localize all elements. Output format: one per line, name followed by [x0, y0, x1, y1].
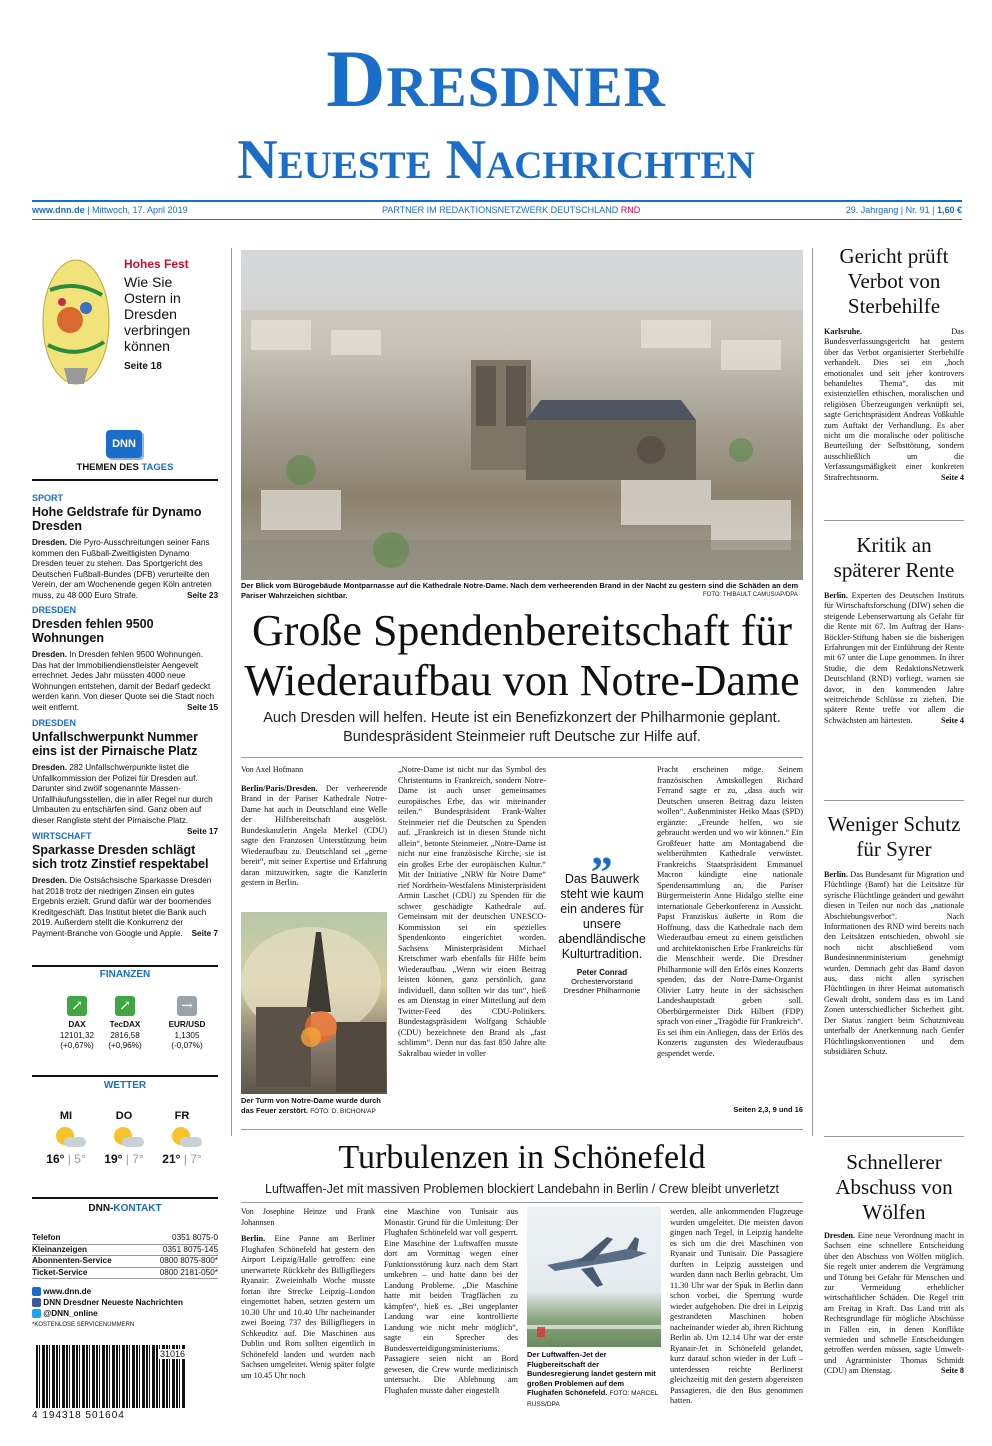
globe-icon	[32, 1287, 41, 1296]
news-item[interactable]: WIRTSCHAFT Sparkasse Dresden schlägt sich trotz Zinstief respektabel Dresden. Die Ostsächsische Sparkasse Dresden hat 2018 trotz der niedrigen Zinsen ein gutes Ergebnis erzielt. Grund dafür war der boomendes Kreditgeschäft. Das Institut bietet die Bank auch 2019. Außerdem stellt die Konkurrenz der Payment-Branche von Google und Apple. Seite 7	[32, 831, 218, 938]
main-photo-caption: Der Blick vom Bürogebäude Montparnasse auf die Kathedrale Notre-Dame. Nach dem verheerenden Brand in der Nacht zu gestern sind die Schäden an dem Pariser Wahrzeichen sichtbar.	[241, 581, 799, 600]
twitter-icon	[32, 1309, 41, 1318]
teaser-page: Seite 18	[124, 361, 162, 372]
right-article[interactable]: Weniger Schutz für Syrer Berlin. Das Bundesamt für Migration und Flüchtlinge (Bamf) hat die Leitsätze für syrische Flüchtlinge geändert und gewährt diesen in Teilen nur noch das „nationale Abschiebungsverbot“. Nach Informationen des RND wird bereits nach den Leitsätzen entschieden, obwohl sie noch nicht abschließend vom Bundesinnenministerium genehmigt wurden. Demnach geht das Bamf davon aus, dass nicht allen syrischen Flüchtlingen in ihrer Heimat automatisch Gewalt droht, sondern dass es im Land Zonen unterschiedlicher Sicherheit gibt. Der Status rangiert beim Schutzniveau unterhalb der Anerkennung nach Genfer Flüchtlingskonventionen und dem subsidiären Schutz.	[824, 812, 964, 1056]
wetter-heading: WETTER	[103, 1080, 147, 1091]
kontakt-twitter[interactable]: @DNN_online	[32, 1309, 98, 1320]
weather-day: FR 21° | 7°	[156, 1110, 208, 1166]
stock-dax: ↗ DAX 12101,32 (+0,67%)	[59, 998, 95, 1051]
second-subhead: Luftwaffen-Jet mit massiven Problemen blockiert Landebahn in Berlin / Crew bleibt unverletzt	[265, 1182, 779, 1196]
stock-eurusd: → EUR/USD 1,1305 (-0,07%)	[168, 998, 206, 1051]
wetter-rule	[32, 1075, 218, 1077]
weather-forecast	[32, 1110, 218, 1180]
main-column-2: „Notre-Dame ist nicht nur das Symbol des Christentums in Frankreich, sondern Notre-Dame ist auch unser gemeinsames europäisches Erbe, das wir miteinander teilen.“ Bundespräsident Frank-Walter Steinmeier rief die Deutschen zu Spenden auf. „Frankreich ist in diesen Stunde nicht allein“, betonte Steinmeier. „Notre-Dame ist nicht nur eine französische Kirche, sie ist ein großes Erbe der europäischen Kultur.“ Mit der Initiative „NRW für Notre Dame“ rief Nordrhein-Westfalens Ministerpräsident Armin Laschet (CDU) zu Spenden für die schwer geschädigte Kathedrale auf. Gemeinsam mit der deutschen UNESCO-Kommission sei ein spezielles Spendenkonto eingerichtet worden. Sachsens Ministerpräsident Michael Kretschmer warb ebenfalls für Hilfe beim Wiederaufbau. „Wenn wir einen Beitrag leisten können, ganz persönlich, ganz individuell, dann sollten wir das tun“, hieß es am Dienstag in einer Mitteilung auf dem Twitter-Feed des CDU-Politikers. Bundestagspräsident Wolfgang Schäuble (CDU) bezeichnete den Brand als „fast schlimm“. Denn nur das fast 850 Jahre alte Sakralbau wieder in voller	[398, 765, 546, 1058]
pull-quote: „ Das Bauwerk steht wie kaum ein anderes für unsere abendländische Kulturtradition. Peter Conrad Orchestervorstand Dresdner Philharmonie	[556, 830, 648, 995]
kontakt-heading: DNN-KONTAKT	[88, 1203, 162, 1214]
main-column-4: Pracht erscheinen möge. Seinem französischen Amtskollegen Richard Ferrand sagte er zu, „dass auch wir Deutschen unseren Beitrag dazu leisten wollen“. Außenminister Heiko Maas (SPD) ergänzte: „Freunde helfen, wo sie gebraucht werden und wo wir können.“ Ein Großfeuer hatte am Montagabend die weltberühmten Kathedrale verwüstet. Frankreichs Staatspräsident Emmanuel Macron kündigte eine nationale Spendensammlung an, die Pariser Bürgermeisterin Anne Hidalgo stellte eine internationale Geberkonferenz in Aussicht. Papst Franziskus äußerte in Rom die Hoffnung, dass die Kathedrale nach dem Wiederaufbau erneut zu einem geistlichen und architektonischen Erbe Frankreichs für die Menschheit werde. Die Dresdner Philharmonie will den Erlös eines Konzerts spenden, das der Notre-Dame-Organist Olivier Latry heute in der sächsischen Landeshauptstadt geben soll. Oberbürgermeister Dirk Hilbert (FDP) sprach von einer „Tragödie für Frankreich“. Es sei ihm ein Anliegen, dass der Erlös des Konzerts zugunsten des Wiederaufbaus gespendet werde.	[657, 765, 803, 1058]
news-item[interactable]: DRESDEN Unfallschwerpunkt Nummer eins ist der Pirnaische Platz Dresden. 282 Unfallschwerpunkte listet die Unfallkommission der Polizei für Dresden auf. Darunter sind zwölf sogenannte Massen-Unfallhäufungsstellen, die in aller Regel nur durch Umbauten zu entschärfen sind. Ganz oben auf dieser Rangliste steht der Pirnaische Platz. Seite 17	[32, 718, 218, 836]
kontakt-web[interactable]: www.dnn.de	[32, 1287, 91, 1298]
finanzen-rule	[32, 965, 218, 967]
flat-arrow-icon: →	[177, 996, 197, 1016]
teaser-text[interactable]: Wie Sie Ostern in Dresden verbringen können	[124, 274, 191, 354]
masthead-subtitle: Neueste Nachrichten	[237, 129, 755, 191]
barcode-number: 4 194318 501604	[32, 1410, 125, 1421]
easter-egg-image	[40, 250, 112, 390]
second-headline[interactable]: Turbulenzen in Schönefeld	[338, 1139, 706, 1176]
second-column-4: werden, alle ankommenden Flugzeuge wurden umgeleitet. Die meisten davon gingen nach Tegel, in Leipzig handelte es sich um die drei Maschinen von Ryanair und Tunisair. Die Passagiere durften in Leipzig aussteigen und wurden dann nach Berlin gebracht. Um 11.30 Uhr war der Spuk in Berlin dann schon vorbei, die Sperrung wurde wieder aufgehoben. Die drei in Leipzig gestrandeten Maschinen hoben nacheinander wieder ab, ihren Richtung Berlin ab. Um 12.14 Uhr war der erste Ryanair-Jet in Schönefeld gelandet, kurz darauf schon wieder in der Luft – unterdessen reichte Berlinerst gleichzeitig mit den gestern abgereisten Passagieren, die den Bus genommen hatten.	[670, 1207, 803, 1405]
main-headline[interactable]: Große Spendenbereitschaft für Wiederaufbau von Notre-Dame	[244, 606, 800, 705]
masthead-title: Dresdner	[326, 33, 666, 124]
news-item[interactable]: SPORT Hohe Geldstrafe für Dynamo Dresden Dresden. Die Pyro-Ausschreitungen seiner Fans kommen den Fußball-Zweitligisten Dynamo Dresden teuer zu stehen. Das Sportgericht des Deutschen Fußball-Bundes (DFB) verurteilte den Verein, der am Wochenende gegen Köln antreten muss, zu 48 000 Euro Strafe. Seite 23	[32, 493, 218, 600]
main-photo-credit: FOTO: THIBAULT CAMUS/AP/DPA	[703, 592, 798, 598]
info-bar	[32, 205, 962, 219]
themen-rule	[32, 479, 218, 481]
kontakt-note: *KOSTENLOSE SERVICENUMMERN	[32, 1322, 135, 1328]
notre-dame-photo	[241, 250, 803, 580]
stock-tecdax: ↗ TecDAX 2816,58 (+0,96%)	[108, 998, 142, 1051]
dnn-logo: DNN	[106, 430, 142, 458]
issue-date: | Mittwoch, 17. April 2019	[87, 205, 188, 215]
finanzen-heading: FINANZEN	[99, 969, 151, 980]
masthead-rule	[32, 200, 962, 202]
jet-photo-caption: Der Luftwaffen-Jet der Flugbereitschaft der Bundesregierung landet gestern mit großen Problemen auf dem Flughafen Schönefeld. FOTO: MARCEL RUSS/DPA	[527, 1350, 658, 1408]
right-article[interactable]: Schnellerer Abschuss von Wölfen Dresden. Eine neue Verordnung macht in Sachsen eine schnellere Entscheidung über den Abschuss von Wölfen möglich. Sie regelt unter anderem die Vergrämung und Tötung bei Gefahr für Menschen und zur Vermeidung erheblicher wirtschaftlicher Schäden. Die Regel tritt am Freitag in Kraft. Das Land tritt als Rechtsgrundlage für mögliche Abschüsse in Fällen ein, in denen Konflikte vermieden und schnelle Entscheidungen getroffen werden müssen, sagte Umwelt- und Agrarminister Thomas Schmidt (CDU) am Dienstag. Seite 8	[824, 1150, 965, 1376]
right-article[interactable]: Gericht prüft Verbot von Sterbehilfe Karlsruhe. Das Bundesverfassungsgericht hat gestern über das Verbot organisierter Sterbehilfe verhandelt. Dies sei ein „hoch emotionales und seit jeher kontrovers behandeltes Thema“, das mit existenziellen ethischen, moralischen und religiösen Überzeugungen verknüpft sei, sagte Gerichtspräsident Andreas Voßkuhle zum Auftakt der Verhandlung. Es aber nicht um die moralische oder politische Beurteilung der Selbsttötung, sondern ausschließlich um die Verfassungsmäßigkeit einer konkreten Strafrechtsnorm. Seite 4	[824, 244, 964, 482]
issue-info: 29. Jahrgang | Nr. 91 | 1,60 €	[845, 205, 962, 215]
sun-cloud-icon	[98, 1125, 150, 1149]
fire-photo-caption: Der Turm von Notre-Dame wurde durch das Feuer zerstört. FOTO: D. BICHON/AP	[241, 1096, 381, 1115]
main-rule	[241, 757, 803, 758]
themen-heading: THEMEN DES TAGES	[76, 462, 174, 473]
main-pages[interactable]: Seiten 2,3, 9 und 16	[733, 1105, 803, 1114]
column-divider-left	[231, 248, 232, 1136]
second-rule	[241, 1202, 803, 1203]
partner-note: PARTNER IM REDAKTIONSNETZWERK DEUTSCHLAND RND	[382, 205, 641, 215]
main-subhead: Auch Dresden will helfen. Heute ist ein Benefizkonzert der Philharmonie geplant. Bundespräsident Steinmeier ruft Deutsche zur Hilfe auf.	[263, 710, 781, 745]
kontakt-table: Telefon 0351 8075-0 Kleinanzeigen 0351 8075-145 Abonnenten-Service 0800 8075-800* Ticket-Service 0800 2181-050*	[32, 1233, 218, 1279]
main-column-1: Von Axel Hofmann Berlin/Paris/Dresden. Der verheerende Brand in der Pariser Kathedrale Notre-Dame hat auch in Deutschland eine Welle der Hilfsbereitschaft ausgelöst. Bundeskanzlerin Angela Merkel (CDU) sagte den Franzosen Unterstützung beim Wiederaufbau zu. Deutschland sei „gerne bereit“, mit seiner Expertise und Erfahrung daran mitzuwirken, sagte die Kanzlerin gestern in Berlin.	[241, 765, 387, 887]
facebook-icon	[32, 1298, 41, 1307]
second-column-1: Von Josephine Heinze und Frank Johannsen Berlin. Eine Panne am Berliner Flughafen Schönefeld hat gestern den Airport Leipzig/Halle getroffen: eine unerwartete Rückkehr des Billigfliegers Ryanair: Zweieinhalb Woche musste fortan ihre Strecke Leipzig–London eingemottet haben, setzten gestern um 10.30 Uhr und 10.40 Uhr nacheinander zwei Boeing 737 des Billigfliegers in Schkeuditz auf. Die Maschinen aus Dublin und Rom sollten eigentlich in Schönefeld landen und wurden nach Sachsen umgeleitet. Wenig später folgte um 10.45 Uhr noch	[241, 1207, 375, 1380]
right-article[interactable]: Kritik an späterer Rente Berlin. Experten des Deutschen Instituts für Wirtschaftsforschung (DIW) sehen die steigende Lebenserwartung als Gefahr für die Rente mit 67. Im Auftrag der Hans-Böckler-Stiftung haben sie die bisherigen Erfahrungen mit der Einführung der Rente mit 67 unter die Lupe genommen. In ihrer Studie, die dem RedaktionsNetzwerk Deutschland (RND) vorliegt, warnen sie davor, in den kommenden Jahre weitreichende Schlüsse zu ziehen. Die spätere Rente treffe vor allem die Schwächsten am härtesten. Seite 4	[824, 533, 964, 725]
right-rule	[824, 800, 964, 801]
sun-cloud-icon	[40, 1125, 92, 1149]
weather-day: DO 19° | 7°	[98, 1110, 150, 1166]
second-story-rule	[241, 1129, 803, 1130]
kontakt-rule	[32, 1197, 218, 1199]
kontakt-facebook[interactable]: DNN Dresdner Neueste Nachrichten	[32, 1298, 183, 1309]
website-link[interactable]: www.dnn.de	[32, 205, 85, 215]
up-arrow-icon: ↗	[115, 996, 135, 1016]
fire-photo	[241, 912, 387, 1094]
info-rule	[32, 219, 962, 220]
barcode-top-number: 31016	[160, 1349, 186, 1359]
right-rule	[824, 1136, 964, 1137]
up-arrow-icon: ↗	[67, 996, 87, 1016]
teaser-kicker: Hohes Fest	[124, 257, 189, 271]
column-divider-right	[812, 248, 813, 1136]
quote-icon: „	[591, 825, 613, 874]
news-item[interactable]: DRESDEN Dresden fehlen 9500 Wohnungen Dresden. In Dresden fehlen 9500 Wohnungen. Das hat der Immobiliendienstleister Aengevelt errechnet. Jedes Jahr müssten 4000 neue Wohnungen entstehen, damit der Bedarf gedeckt werden kann. Von dieser Quote sei die Stadt noch weit entfernt. Seite 15	[32, 605, 218, 712]
second-column-2: eine Maschine von Tunisair aus Monastir. Grund für die Umleitung: Der Flughafen Schönefeld war voll gesperrt. Eine Maschine der Luftwaffen musste dort am Vormittag wegen einer Funktionsstörung kurz nach dem Start umkehren – und hatte dann bei der Landung Probleme. „Die Maschine hatte mit beiden Tragflächen zu kämpfen“, hieß es. „Bei ungeplanter Landung war eine kontrollierte Landung wie nicht mehr möglich“, sagte ein Sprecher des Bundesverteidigungsministeriums. Passagiere seien nicht an Bord gewesen, die Crew wurde medizinisch untersucht. Die Ablehnung am Flughafen musste daher eingestellt	[384, 1207, 518, 1395]
right-rule	[824, 520, 964, 521]
sun-cloud-icon	[156, 1125, 208, 1149]
weather-day: MI 16° | 5°	[40, 1110, 92, 1166]
jet-photo	[527, 1207, 661, 1347]
